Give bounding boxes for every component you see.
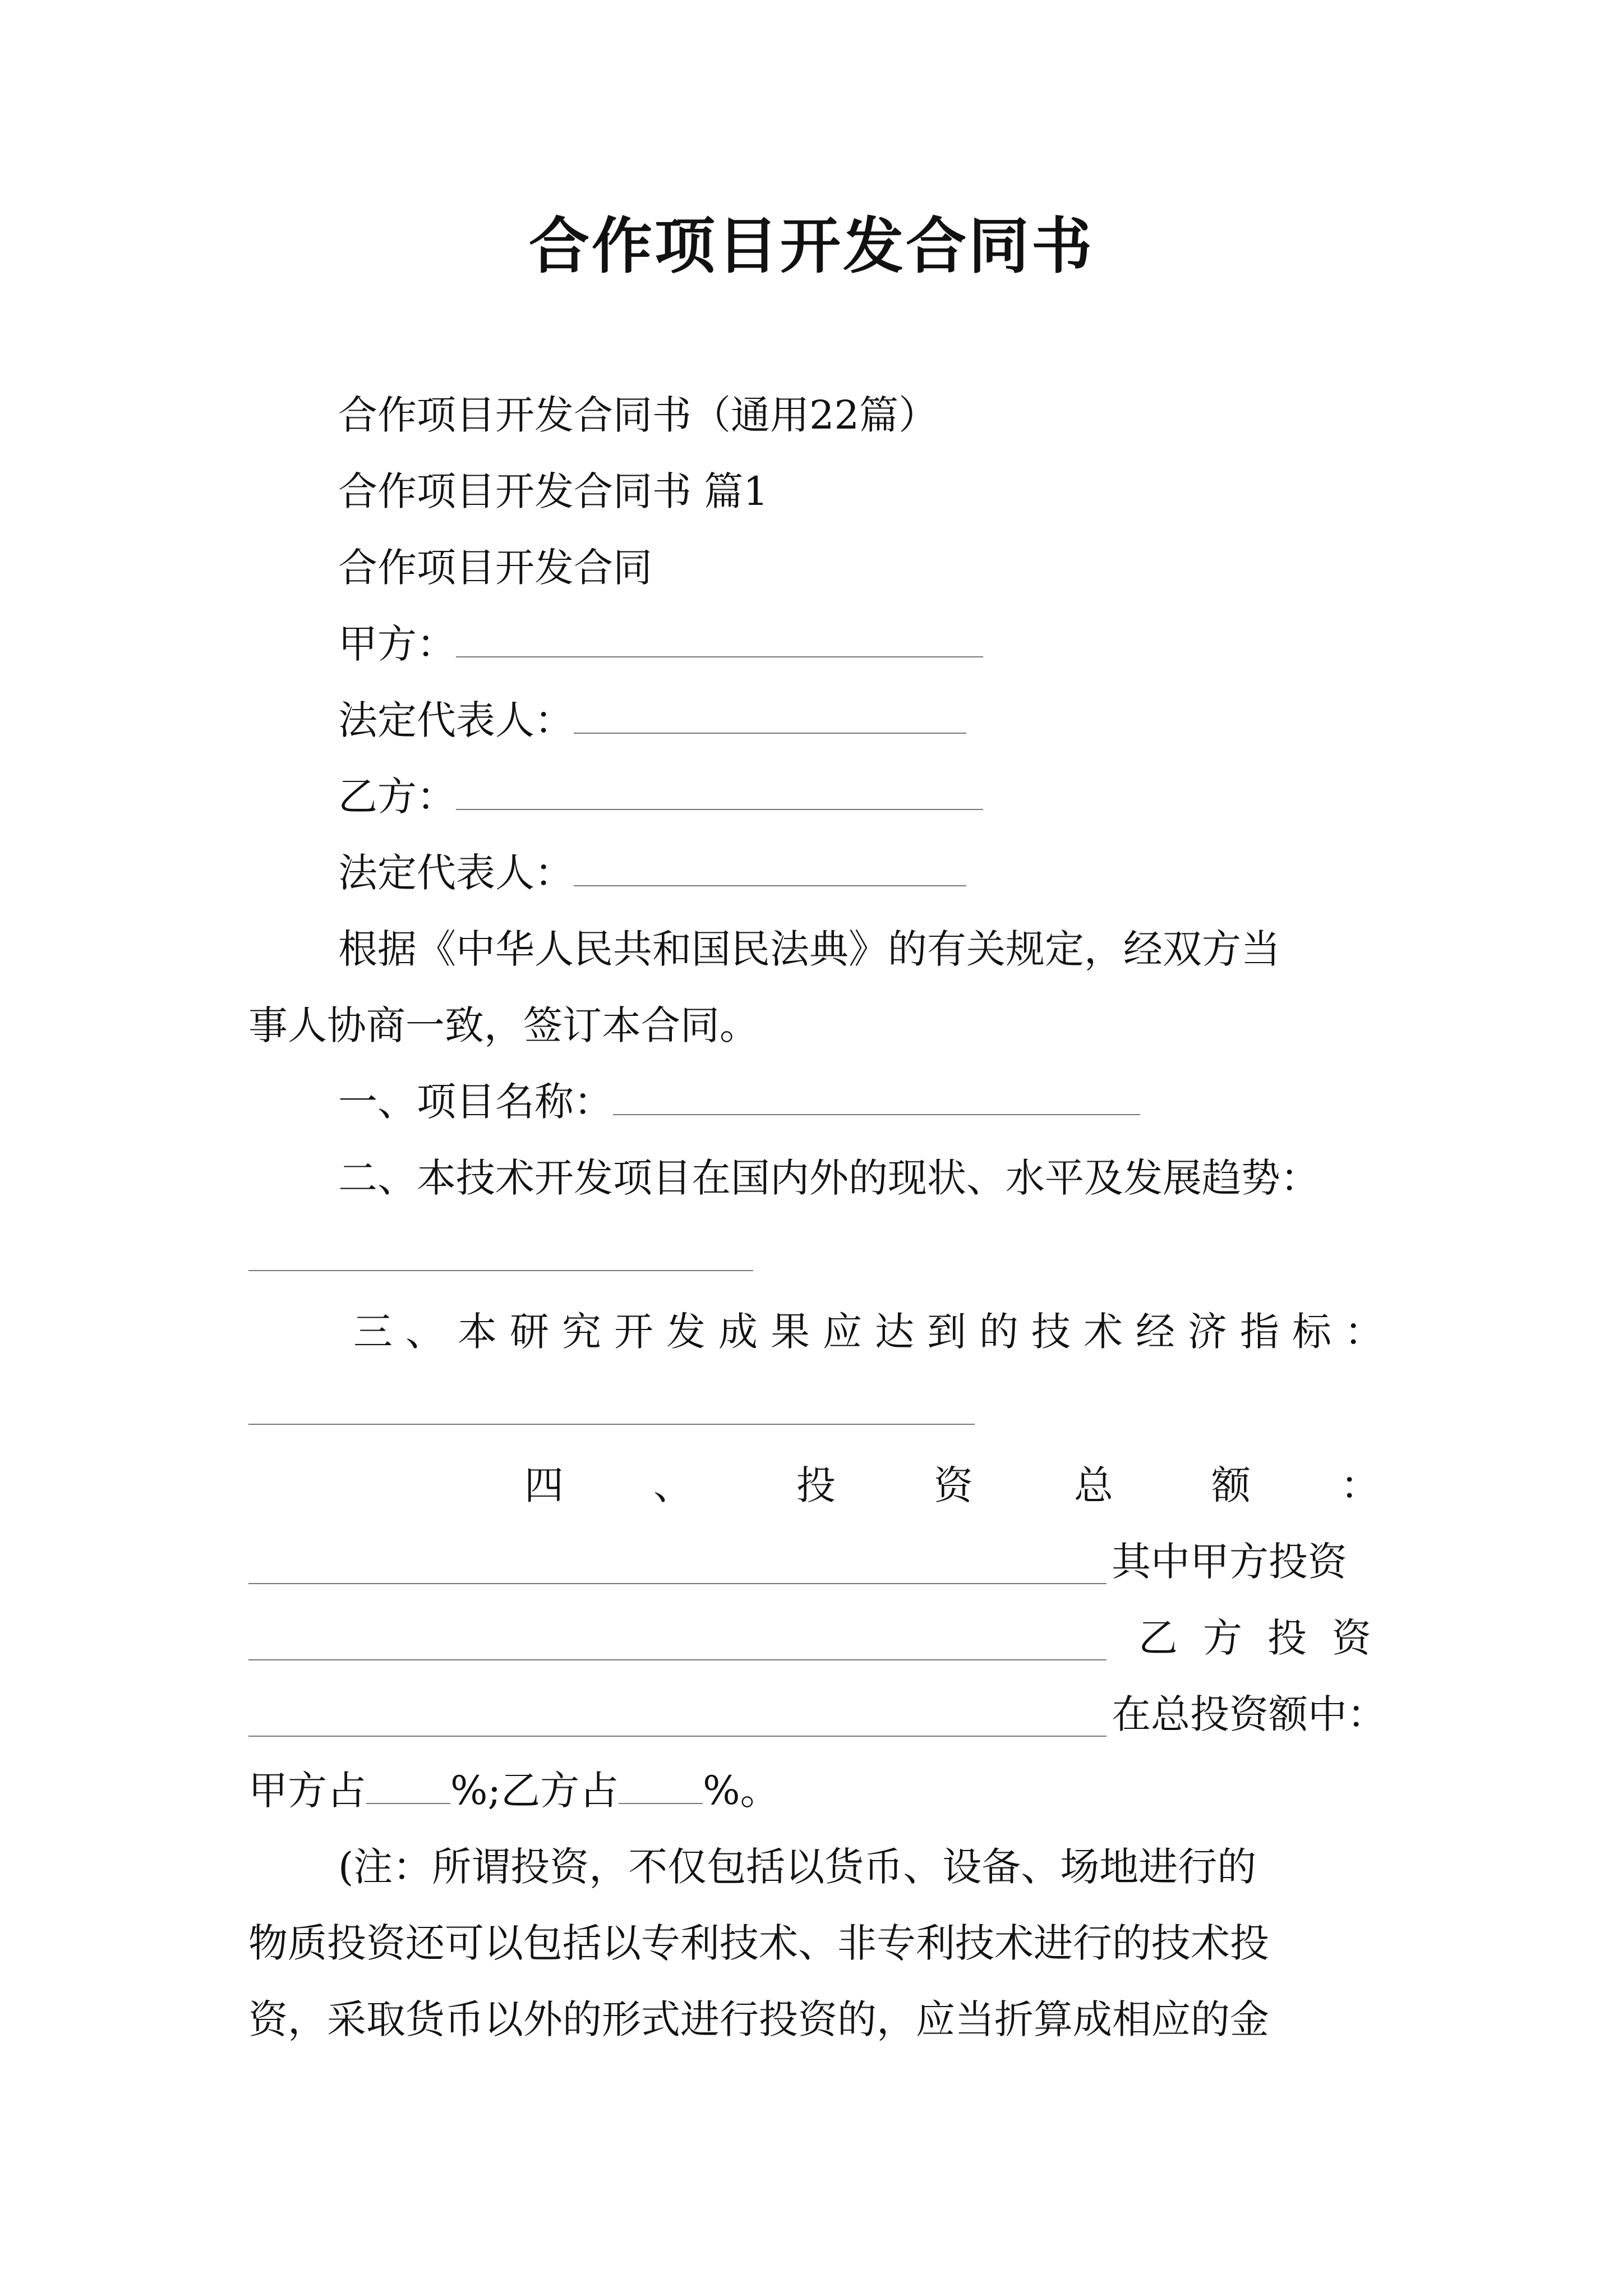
share-a-blank[interactable]: [366, 1770, 450, 1804]
party-b-line: [338, 770, 983, 823]
item-2-label: 二、本技术开发项目在国内外的现状、水平及发展趋势：: [338, 1155, 1320, 1201]
legal-rep-b-label: 法定代表人：: [338, 850, 574, 896]
item-4-char: ：: [1340, 1462, 1380, 1508]
invest-total-blank[interactable]: [248, 1583, 1106, 1584]
share-mid-label: %;乙方占: [450, 1768, 619, 1814]
legal-rep-b-blank[interactable]: [574, 853, 966, 886]
party-b-blank[interactable]: [456, 776, 983, 810]
invest-b-char: 投: [1267, 1615, 1307, 1661]
note-line-2: 物质投资还可以包括以专利技术、非专利技术进行的技术投: [248, 1920, 1269, 1966]
note-line-1: (注：所谓投资，不仅包括以货币、设备、场地进行的: [338, 1844, 1257, 1890]
item-4-char: 投: [796, 1462, 836, 1508]
document-title: 合作项目开发合同书: [528, 211, 1094, 282]
legal-rep-b-line: [338, 846, 966, 900]
section-heading: 合作项目开发合同书 篇1: [338, 468, 768, 514]
share-a-label: 甲方占: [248, 1768, 366, 1814]
item-4-char: 总: [1074, 1462, 1113, 1508]
intro-line-2: 事人协商一致，签订本合同。: [248, 1002, 759, 1048]
legal-rep-a-label: 法定代表人：: [338, 697, 574, 743]
share-end-label: %。: [703, 1768, 780, 1814]
item-3-blank[interactable]: [248, 1424, 975, 1425]
share-line: [248, 1764, 780, 1818]
party-a-label: 甲方：: [338, 621, 456, 667]
invest-total-label: 在总投资额中：: [1112, 1691, 1386, 1737]
party-b-label: 乙方：: [338, 774, 456, 820]
item-1-line: [338, 1075, 1140, 1129]
item-4-char: 额: [1211, 1462, 1251, 1508]
intro-line-1: 根据《中华人民共和国民法典》的有关规定，经双方当: [338, 926, 1280, 972]
legal-rep-a-blank[interactable]: [574, 700, 966, 734]
invest-a-label: 其中甲方投资: [1112, 1539, 1347, 1585]
item-2-blank[interactable]: [248, 1270, 753, 1271]
share-b-blank[interactable]: [619, 1770, 703, 1804]
subtitle: 合作项目开发合同书（通用22篇）: [338, 392, 938, 438]
item-3-label: 三、本研究开发成果应达到的技术经济指标：: [353, 1309, 1396, 1355]
party-a-line: [338, 617, 983, 671]
item-4-char: 资: [934, 1462, 973, 1508]
item-1-label: 一、项目名称：: [338, 1079, 613, 1125]
party-a-blank[interactable]: [456, 624, 983, 657]
invest-b-blank[interactable]: [248, 1736, 1106, 1737]
legal-rep-a-line: [338, 693, 966, 747]
item-4-char: 四: [524, 1462, 564, 1508]
contract-name: 合作项目开发合同: [338, 545, 652, 591]
item-4-char: 、: [653, 1462, 693, 1508]
invest-b-char: 乙: [1138, 1615, 1178, 1661]
item-1-blank[interactable]: [613, 1082, 1140, 1115]
invest-a-blank[interactable]: [248, 1659, 1106, 1660]
invest-b-char: 资: [1332, 1615, 1371, 1661]
invest-b-char: 方: [1203, 1615, 1242, 1661]
note-line-3: 资，采取货币以外的形式进行投资的，应当折算成相应的金: [248, 1996, 1269, 2042]
